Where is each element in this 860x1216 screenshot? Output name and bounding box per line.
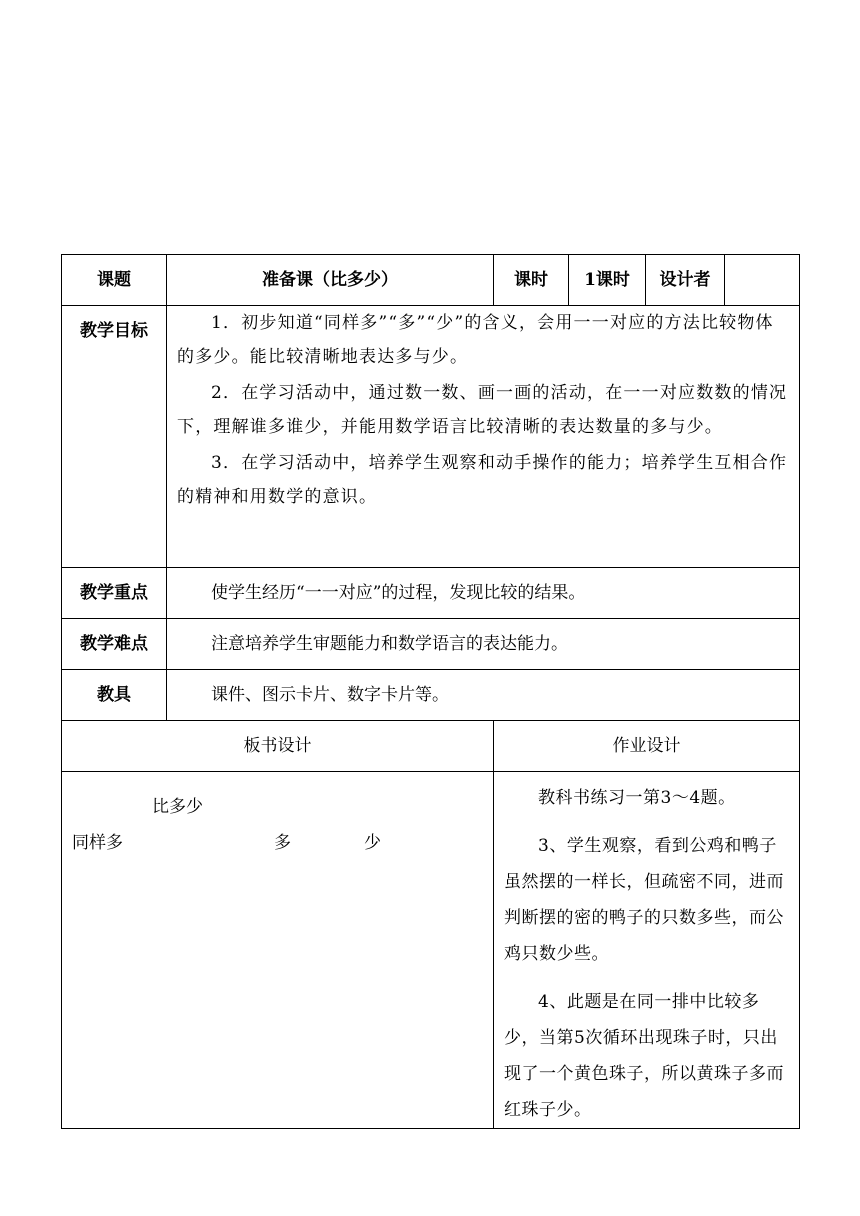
objectives-label: 教学目标 [62,306,167,568]
teaching-aids-row [62,670,800,721]
objectives-content [167,306,800,568]
board-design-content [62,784,493,1116]
key-points-cell [167,568,800,619]
key-points-value: 使学生经历“一一对应”的过程，发现比较的结果。 [211,583,586,603]
lesson-plan-table [61,254,800,1129]
topic-label: 课题 [62,255,167,306]
period-value: 1课时 [569,255,646,306]
board-design-cell [62,772,494,1129]
homework-item: 教科书练习一第3～4题。 [538,788,736,808]
difficulties-value: 注意培养学生审题能力和数学语言的表达能力。 [211,634,568,654]
objective-item: 2．在学习活动中，通过数一数、画一画的活动，在一一对应数数的情况下，理解谁多谁少，并能用数学语言比较清晰的表达数量的多与少。 [177,383,788,437]
homework-cell [494,772,800,1129]
teaching-aids-value: 课件、图示卡片、数字卡片等。 [211,685,449,705]
board-term: 少 [364,833,381,853]
homework-item: 4、此题是在同一排中比较多少，当第5次循环出现珠子时，只出现了一个黄色珠子，所以黄珠子多而红珠子少。 [504,992,784,1120]
designer-value [725,255,800,306]
homework-item: 3、学生观察，看到公鸡和鸭子虽然摆的一样长，但疏密不同，进而判断摆的密的鸭子的只数多些，而公鸡只数少些。 [504,836,784,964]
homework-label: 作业设计 [494,721,800,772]
teaching-aids-label: 教具 [62,670,167,721]
header-row [62,255,800,306]
objective-item: 1．初步知道“同样多”“多”“少”的含义，会用一一对应的方法比较物体的多少。能比较清晰地表达多与少。 [177,313,774,367]
teaching-aids-cell [167,670,800,721]
design-content-row [62,772,800,1129]
key-points-row [62,568,800,619]
design-header-row [62,721,800,772]
designer-label: 设计者 [646,255,725,306]
board-design-label: 板书设计 [62,721,494,772]
board-term: 同样多 [72,833,123,853]
objective-item: 3．在学习活动中，培养学生观察和动手操作的能力；培养学生互相合作的精神和用数学的意识。 [177,453,788,507]
board-term: 多 [274,833,291,853]
objectives-row [62,306,800,568]
difficulties-label: 教学难点 [62,619,167,670]
period-label: 课时 [494,255,569,306]
board-title: 比多少 [152,797,203,817]
difficulties-cell [167,619,800,670]
topic-value: 准备课（比多少） [167,255,494,306]
difficulties-row [62,619,800,670]
key-points-label: 教学重点 [62,568,167,619]
